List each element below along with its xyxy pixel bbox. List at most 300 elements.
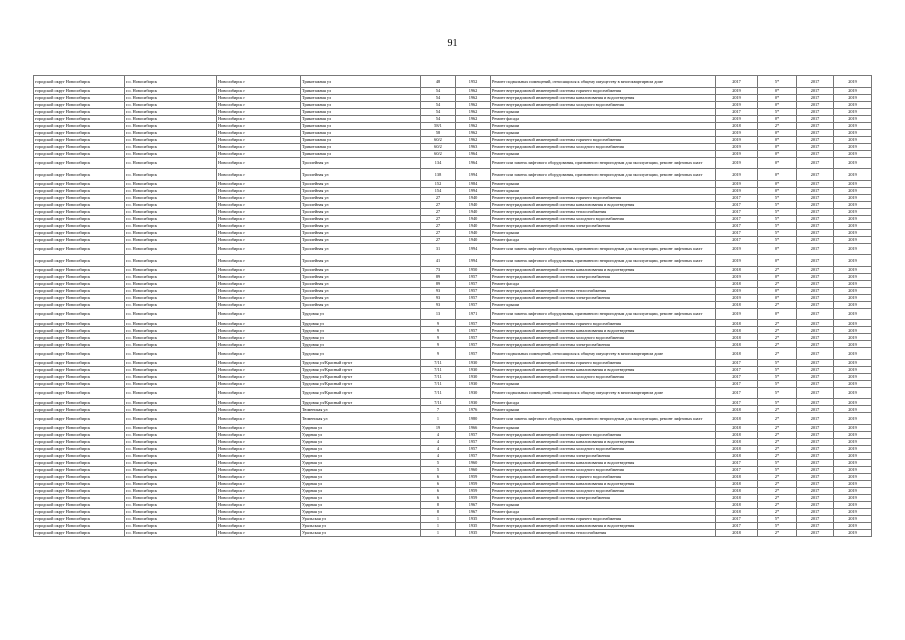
cell-locality: Новосибирск г: [217, 129, 301, 136]
cell-settlement-okrug: г.о. Новосибирск: [125, 150, 217, 157]
cell-settlement-okrug: г.о. Новосибирск: [125, 387, 217, 399]
table-row: [34, 380, 872, 387]
cell-code: 2*: [758, 327, 797, 334]
cell-planned-year: 2019: [716, 94, 758, 101]
cell-planned-year: 2018: [716, 494, 758, 501]
cell-work-type: Ремонт внутридомовой инженерной системы канализования и водоотведения: [491, 201, 716, 208]
cell-settlement-okrug: г.о. Новосибирск: [125, 320, 217, 327]
cell-code: 5*: [758, 387, 797, 399]
cell-code: 5*: [758, 201, 797, 208]
cell-work-type: Ремонт внутридомовой инженерной системы холодного водоснабжения: [491, 101, 716, 108]
cell-period-start: 2017: [797, 308, 834, 320]
cell-year-built: 1962: [456, 129, 491, 136]
cell-settlement-okrug: г.о. Новосибирск: [125, 255, 217, 267]
cell-work-type: Ремонт крыши: [491, 301, 716, 308]
cell-work-type: Ремонт или замена лифтового оборудования, признанного непригодным для эксплуатации, ремонт лифтовых шахт: [491, 243, 716, 255]
cell-period-start: 2017: [797, 529, 834, 536]
cell-municipality: городской округ Новосибирск: [34, 280, 125, 287]
cell-municipality: городской округ Новосибирск: [34, 380, 125, 387]
cell-period-end: 2019: [834, 413, 872, 425]
cell-house-number: 6: [421, 487, 456, 494]
table-row: [34, 308, 872, 320]
cell-year-built: 1962: [456, 108, 491, 115]
cell-house-number: 6: [421, 473, 456, 480]
cell-work-type: Ремонт крыши: [491, 501, 716, 508]
cell-period-start: 2017: [797, 348, 834, 360]
cell-period-end: 2019: [834, 122, 872, 129]
cell-locality: Новосибирск г: [217, 424, 301, 431]
cell-code: 2*: [758, 473, 797, 480]
cell-locality: Новосибирск г: [217, 522, 301, 529]
cell-year-built: 1964: [456, 157, 491, 169]
cell-planned-year: 2018: [716, 301, 758, 308]
cell-period-end: 2019: [834, 387, 872, 399]
cell-period-start: 2017: [797, 187, 834, 194]
table-row: [34, 473, 872, 480]
cell-planned-year: 2018: [716, 501, 758, 508]
cell-house-number: 9: [421, 320, 456, 327]
cell-street: Трикотажная ул: [301, 150, 421, 157]
cell-settlement-okrug: г.о. Новосибирск: [125, 157, 217, 169]
cell-settlement-okrug: г.о. Новосибирск: [125, 208, 217, 215]
cell-period-end: 2019: [834, 273, 872, 280]
cell-work-type: Ремонт крыши: [491, 122, 716, 129]
cell-year-built: 1957: [456, 273, 491, 280]
cell-code: 2*: [758, 445, 797, 452]
cell-period-end: 2019: [834, 438, 872, 445]
cell-period-start: 2017: [797, 487, 834, 494]
table-row: [34, 529, 872, 536]
cell-period-end: 2019: [834, 380, 872, 387]
cell-locality: Новосибирск г: [217, 208, 301, 215]
table-row: [34, 494, 872, 501]
cell-work-type: Ремонт фасада: [491, 280, 716, 287]
cell-period-end: 2019: [834, 115, 872, 122]
cell-settlement-okrug: г.о. Новосибирск: [125, 445, 217, 452]
cell-code: 0*: [758, 180, 797, 187]
cell-year-built: 1960: [456, 466, 491, 473]
cell-locality: Новосибирск г: [217, 431, 301, 438]
cell-period-start: 2017: [797, 459, 834, 466]
cell-settlement-okrug: г.о. Новосибирск: [125, 399, 217, 406]
cell-house-number: 9: [421, 327, 456, 334]
cell-settlement-okrug: г.о. Новосибирск: [125, 136, 217, 143]
cell-period-start: 2017: [797, 399, 834, 406]
cell-street: Трикотажная ул: [301, 108, 421, 115]
cell-year-built: 1950: [456, 266, 491, 273]
cell-planned-year: 2018: [716, 348, 758, 360]
table-row: [34, 87, 872, 94]
cell-settlement-okrug: г.о. Новосибирск: [125, 108, 217, 115]
cell-period-end: 2019: [834, 445, 872, 452]
cell-period-end: 2019: [834, 431, 872, 438]
cell-work-type: Ремонт или замена лифтового оборудования, признанного непригодным для эксплуатации, ремонт лифтовых шахт: [491, 255, 716, 267]
cell-planned-year: 2019: [716, 308, 758, 320]
cell-municipality: городской округ Новосибирск: [34, 273, 125, 280]
cell-planned-year: 2018: [716, 431, 758, 438]
cell-municipality: городской округ Новосибирск: [34, 229, 125, 236]
cell-street: Ударная ул: [301, 480, 421, 487]
cell-period-start: 2017: [797, 115, 834, 122]
cell-year-built: 1962: [456, 122, 491, 129]
cell-period-start: 2017: [797, 143, 834, 150]
cell-street: Трудовая ул/Красный пр-кт: [301, 373, 421, 380]
cell-work-type: Ремонт внутридомовой инженерной системы канализования и водоотведения: [491, 459, 716, 466]
table-row: [34, 445, 872, 452]
cell-code: 0*: [758, 187, 797, 194]
cell-locality: Новосибирск г: [217, 222, 301, 229]
cell-settlement-okrug: г.о. Новосибирск: [125, 348, 217, 360]
cell-work-type: Ремонт фасада: [491, 115, 716, 122]
cell-street: Трикотажная ул: [301, 129, 421, 136]
cell-work-type: Ремонт фасада: [491, 399, 716, 406]
cell-settlement-okrug: г.о. Новосибирск: [125, 366, 217, 373]
cell-settlement-okrug: г.о. Новосибирск: [125, 308, 217, 320]
cell-settlement-okrug: г.о. Новосибирск: [125, 76, 217, 88]
cell-period-start: 2017: [797, 266, 834, 273]
cell-settlement-okrug: г.о. Новосибирск: [125, 180, 217, 187]
cell-period-end: 2019: [834, 494, 872, 501]
cell-code: 2*: [758, 348, 797, 360]
cell-street: Трудовая ул/Красный пр-кт: [301, 366, 421, 373]
cell-planned-year: 2018: [716, 320, 758, 327]
cell-planned-year: 2017: [716, 380, 758, 387]
cell-municipality: городской округ Новосибирск: [34, 459, 125, 466]
cell-year-built: 1962: [456, 87, 491, 94]
cell-house-number: 1: [421, 529, 456, 536]
cell-street: Троллейная ул: [301, 215, 421, 222]
cell-house-number: 93: [421, 301, 456, 308]
cell-street: Троллейная ул: [301, 255, 421, 267]
cell-work-type: Ремонт внутридомовой инженерной системы горячего водоснабжения: [491, 515, 716, 522]
table-row: [34, 194, 872, 201]
cell-year-built: 1976: [456, 406, 491, 413]
cell-code: 5*: [758, 229, 797, 236]
cell-period-start: 2017: [797, 287, 834, 294]
cell-settlement-okrug: г.о. Новосибирск: [125, 229, 217, 236]
table-row: [34, 459, 872, 466]
cell-period-start: 2017: [797, 94, 834, 101]
cell-work-type: Ремонт внутридомовой инженерной системы электроснабжения: [491, 494, 716, 501]
cell-municipality: городской округ Новосибирск: [34, 201, 125, 208]
cell-period-start: 2017: [797, 222, 834, 229]
cell-work-type: Ремонт внутридомовой инженерной системы электроснабжения: [491, 294, 716, 301]
cell-code: 5*: [758, 366, 797, 373]
cell-municipality: городской округ Новосибирск: [34, 494, 125, 501]
cell-locality: Новосибирск г: [217, 320, 301, 327]
table-row: [34, 187, 872, 194]
cell-year-built: 1930: [456, 373, 491, 380]
cell-period-start: 2017: [797, 243, 834, 255]
cell-work-type: Ремонт внутридомовой инженерной системы горячего водоснабжения: [491, 136, 716, 143]
table-row: [34, 431, 872, 438]
cell-settlement-okrug: г.о. Новосибирск: [125, 406, 217, 413]
cell-house-number: 93: [421, 287, 456, 294]
cell-house-number: 1: [421, 515, 456, 522]
table-row: [34, 157, 872, 169]
cell-settlement-okrug: г.о. Новосибирск: [125, 452, 217, 459]
cell-house-number: 93: [421, 294, 456, 301]
cell-period-end: 2019: [834, 236, 872, 243]
cell-street: Ударная ул: [301, 445, 421, 452]
table-row: [34, 108, 872, 115]
cell-street: Ударная ул: [301, 459, 421, 466]
cell-municipality: городской округ Новосибирск: [34, 529, 125, 536]
cell-locality: Новосибирск г: [217, 373, 301, 380]
cell-period-start: 2017: [797, 157, 834, 169]
cell-locality: Новосибирск г: [217, 501, 301, 508]
cell-street: Тюменская ул: [301, 406, 421, 413]
cell-municipality: городской округ Новосибирск: [34, 194, 125, 201]
cell-work-type: Ремонт внутридомовой инженерной системы канализования и водоотведения: [491, 94, 716, 101]
cell-work-type: Ремонт или замена лифтового оборудования, признанного непригодным для эксплуатации, ремонт лифтовых шахт: [491, 308, 716, 320]
cell-street: Трудовая ул/Красный пр-кт: [301, 380, 421, 387]
cell-period-end: 2019: [834, 129, 872, 136]
cell-house-number: 31: [421, 243, 456, 255]
cell-house-number: 9: [421, 334, 456, 341]
cell-period-start: 2017: [797, 229, 834, 236]
cell-work-type: Ремонт внутридомовой инженерной системы горячего водоснабжения: [491, 359, 716, 366]
cell-house-number: 54: [421, 108, 456, 115]
cell-year-built: 1930: [456, 399, 491, 406]
cell-planned-year: 2017: [716, 459, 758, 466]
cell-work-type: Ремонт внутридомовой инженерной системы электроснабжения: [491, 452, 716, 459]
cell-code: 2*: [758, 487, 797, 494]
cell-period-end: 2019: [834, 452, 872, 459]
cell-code: 2*: [758, 266, 797, 273]
cell-planned-year: 2019: [716, 136, 758, 143]
cell-work-type: Ремонт внутридомовой инженерной системы канализования и водоотведения: [491, 480, 716, 487]
cell-period-end: 2019: [834, 136, 872, 143]
cell-planned-year: 2019: [716, 157, 758, 169]
cell-locality: Новосибирск г: [217, 255, 301, 267]
cell-house-number: 27: [421, 201, 456, 208]
cell-municipality: городской округ Новосибирск: [34, 180, 125, 187]
cell-year-built: 1940: [456, 222, 491, 229]
cell-year-built: 1930: [456, 387, 491, 399]
cell-period-end: 2019: [834, 76, 872, 88]
cell-planned-year: 2018: [716, 341, 758, 348]
cell-planned-year: 2018: [716, 529, 758, 536]
cell-period-end: 2019: [834, 301, 872, 308]
cell-settlement-okrug: г.о. Новосибирск: [125, 529, 217, 536]
cell-code: 0*: [758, 136, 797, 143]
cell-street: Троллейная ул: [301, 266, 421, 273]
cell-year-built: 1935: [456, 522, 491, 529]
cell-work-type: Ремонт внутридомовой инженерной системы канализования и водоотведения: [491, 366, 716, 373]
cell-settlement-okrug: г.о. Новосибирск: [125, 201, 217, 208]
cell-work-type: Ремонт внутридомовой инженерной системы электроснабжения: [491, 341, 716, 348]
cell-locality: Новосибирск г: [217, 380, 301, 387]
cell-year-built: 1967: [456, 508, 491, 515]
cell-code: 0*: [758, 243, 797, 255]
cell-settlement-okrug: г.о. Новосибирск: [125, 494, 217, 501]
cell-municipality: городской округ Новосибирск: [34, 480, 125, 487]
cell-locality: Новосибирск г: [217, 341, 301, 348]
cell-period-start: 2017: [797, 76, 834, 88]
cell-work-type: Ремонт крыши: [491, 108, 716, 115]
cell-year-built: 1930: [456, 359, 491, 366]
table-row: [34, 143, 872, 150]
cell-planned-year: 2017: [716, 466, 758, 473]
cell-locality: Новосибирск г: [217, 494, 301, 501]
cell-locality: Новосибирск г: [217, 301, 301, 308]
cell-planned-year: 2019: [716, 187, 758, 194]
cell-year-built: 1952: [456, 76, 491, 88]
cell-code: 5*: [758, 222, 797, 229]
cell-locality: Новосибирск г: [217, 136, 301, 143]
cell-period-start: 2017: [797, 359, 834, 366]
cell-work-type: Ремонт крыши: [491, 180, 716, 187]
cell-planned-year: 2017: [716, 373, 758, 380]
cell-code: 2*: [758, 122, 797, 129]
cell-period-start: 2017: [797, 129, 834, 136]
cell-settlement-okrug: г.о. Новосибирск: [125, 424, 217, 431]
cell-planned-year: 2018: [716, 508, 758, 515]
cell-period-end: 2019: [834, 399, 872, 406]
cell-street: Тюменская ул: [301, 413, 421, 425]
cell-locality: Новосибирск г: [217, 215, 301, 222]
cell-planned-year: 2017: [716, 76, 758, 88]
cell-period-end: 2019: [834, 287, 872, 294]
cell-work-type: Ремонт внутридомовой инженерной системы горячего водоснабжения: [491, 320, 716, 327]
cell-work-type: Ремонт внутридомовой инженерной системы канализования и водоотведения: [491, 522, 716, 529]
cell-period-start: 2017: [797, 438, 834, 445]
cell-year-built: 1935: [456, 529, 491, 536]
cell-period-end: 2019: [834, 150, 872, 157]
cell-work-type: Ремонт внутридомовой инженерной системы электроснабжения: [491, 273, 716, 280]
cell-work-type: Ремонт внутридомовой инженерной системы холодного водоснабжения: [491, 373, 716, 380]
cell-house-number: 54: [421, 115, 456, 122]
cell-planned-year: 2019: [716, 255, 758, 267]
table-row: [34, 341, 872, 348]
cell-planned-year: 2018: [716, 406, 758, 413]
cell-period-start: 2017: [797, 424, 834, 431]
table-row: [34, 243, 872, 255]
table-row: [34, 122, 872, 129]
cell-planned-year: 2019: [716, 101, 758, 108]
cell-code: 0*: [758, 273, 797, 280]
cell-street: Трикотажная ул: [301, 87, 421, 94]
cell-municipality: городской округ Новосибирск: [34, 76, 125, 88]
cell-period-end: 2019: [834, 406, 872, 413]
cell-municipality: городской округ Новосибирск: [34, 348, 125, 360]
cell-year-built: 1957: [456, 348, 491, 360]
cell-locality: Новосибирск г: [217, 194, 301, 201]
cell-code: 5*: [758, 76, 797, 88]
table-row: [34, 327, 872, 334]
cell-year-built: 1960: [456, 459, 491, 466]
cell-settlement-okrug: г.о. Новосибирск: [125, 294, 217, 301]
cell-municipality: городской округ Новосибирск: [34, 373, 125, 380]
cell-year-built: 1940: [456, 201, 491, 208]
cell-year-built: 1930: [456, 366, 491, 373]
cell-house-number: 8: [421, 508, 456, 515]
cell-locality: Новосибирск г: [217, 287, 301, 294]
cell-settlement-okrug: г.о. Новосибирск: [125, 522, 217, 529]
cell-work-type: Ремонт внутридомовой инженерной системы холодного водоснабжения: [491, 466, 716, 473]
cell-code: 2*: [758, 452, 797, 459]
cell-planned-year: 2017: [716, 194, 758, 201]
cell-planned-year: 2019: [716, 273, 758, 280]
cell-planned-year: 2018: [716, 280, 758, 287]
cell-period-end: 2019: [834, 180, 872, 187]
cell-code: 5*: [758, 215, 797, 222]
cell-locality: Новосибирск г: [217, 387, 301, 399]
cell-planned-year: 2019: [716, 169, 758, 181]
cell-municipality: городской округ Новосибирск: [34, 243, 125, 255]
cell-period-start: 2017: [797, 515, 834, 522]
cell-code: 0*: [758, 157, 797, 169]
cell-municipality: городской округ Новосибирск: [34, 387, 125, 399]
table-row: [34, 115, 872, 122]
cell-street: Ударная ул: [301, 473, 421, 480]
cell-house-number: 8: [421, 501, 456, 508]
cell-year-built: 1994: [456, 187, 491, 194]
cell-house-number: 4: [421, 431, 456, 438]
cell-municipality: городской округ Новосибирск: [34, 215, 125, 222]
cell-work-type: Ремонт внутридомовой инженерной системы холодного водоснабжения: [491, 334, 716, 341]
table-row: [34, 169, 872, 181]
cell-settlement-okrug: г.о. Новосибирск: [125, 359, 217, 366]
cell-work-type: Ремонт фасада: [491, 236, 716, 243]
cell-period-start: 2017: [797, 480, 834, 487]
cell-year-built: 1962: [456, 115, 491, 122]
cell-period-end: 2019: [834, 94, 872, 101]
cell-period-end: 2019: [834, 201, 872, 208]
cell-street: Троллейная ул: [301, 169, 421, 181]
cell-code: 0*: [758, 308, 797, 320]
cell-code: 0*: [758, 150, 797, 157]
cell-year-built: 1994: [456, 169, 491, 181]
cell-year-built: 1940: [456, 215, 491, 222]
table-row: [34, 387, 872, 399]
cell-locality: Новосибирск г: [217, 236, 301, 243]
table-row: [34, 229, 872, 236]
cell-planned-year: 2017: [716, 229, 758, 236]
table-row: [34, 294, 872, 301]
cell-street: Трудовая ул: [301, 341, 421, 348]
cell-period-end: 2019: [834, 366, 872, 373]
cell-settlement-okrug: г.о. Новосибирск: [125, 431, 217, 438]
cell-street: Уральская ул: [301, 515, 421, 522]
cell-locality: Новосибирск г: [217, 243, 301, 255]
cell-settlement-okrug: г.о. Новосибирск: [125, 143, 217, 150]
cell-municipality: городской округ Новосибирск: [34, 445, 125, 452]
table-row: [34, 301, 872, 308]
cell-period-end: 2019: [834, 359, 872, 366]
cell-code: 2*: [758, 341, 797, 348]
cell-work-type: Ремонт внутридомовой инженерной системы теплоснабжения: [491, 529, 716, 536]
cell-house-number: 54: [421, 101, 456, 108]
cell-municipality: городской округ Новосибирск: [34, 266, 125, 273]
cell-municipality: городской округ Новосибирск: [34, 327, 125, 334]
cell-municipality: городской округ Новосибирск: [34, 94, 125, 101]
cell-period-end: 2019: [834, 87, 872, 94]
cell-house-number: 89: [421, 280, 456, 287]
table-row: [34, 366, 872, 373]
cell-period-start: 2017: [797, 366, 834, 373]
cell-work-type: Ремонт внутридомовой инженерной системы холодного водоснабжения: [491, 487, 716, 494]
table-row: [34, 424, 872, 431]
cell-year-built: 1994: [456, 243, 491, 255]
cell-work-type: Ремонт внутридомовой инженерной системы горячего водоснабжения: [491, 87, 716, 94]
cell-year-built: 1940: [456, 229, 491, 236]
cell-municipality: городской округ Новосибирск: [34, 320, 125, 327]
cell-work-type: Ремонт крыши: [491, 129, 716, 136]
cell-period-start: 2017: [797, 273, 834, 280]
cell-work-type: Ремонт внутридомовой инженерной системы электроснабжения: [491, 222, 716, 229]
